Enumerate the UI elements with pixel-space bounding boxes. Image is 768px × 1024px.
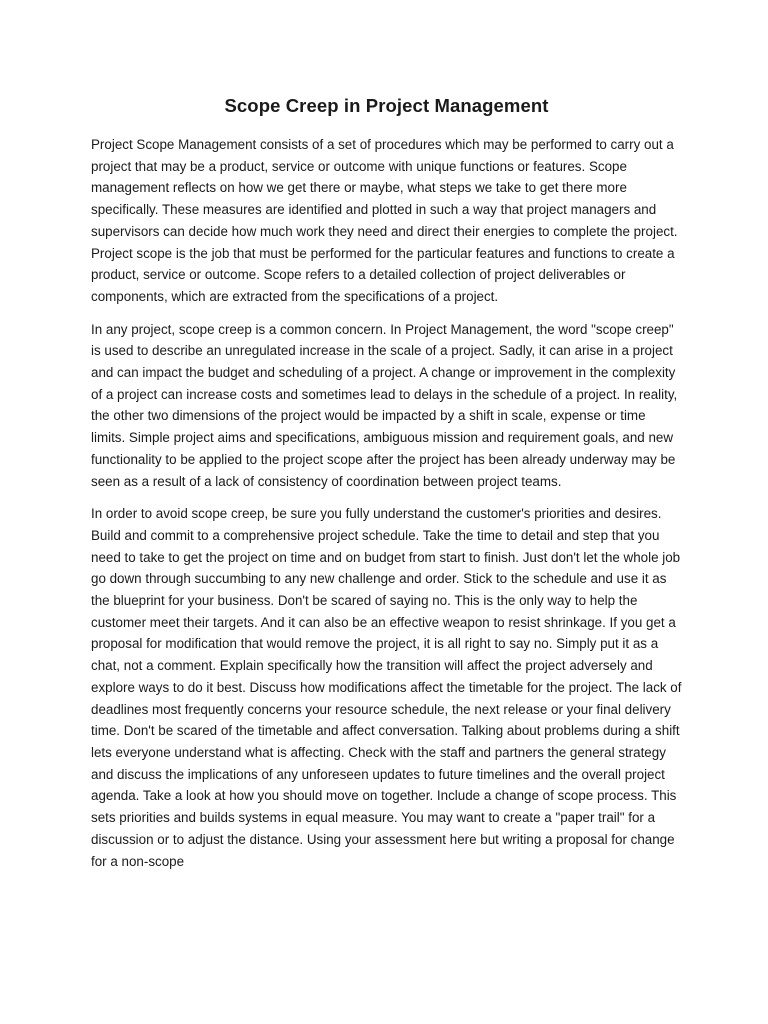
page-title: Scope Creep in Project Management [224,95,549,116]
paragraph-3: In order to avoid scope creep, be sure you fully understand the customer's priorities and desires. Build and commit to a comprehensive project schedule. Take the time to detail and step that you need to take to get the project on time and on budget from start to finish. Just don't let the whole job go down through succumbing to any new challenge and order. Stick to the schedule and use it as the blueprint for your business. Don't be scared of saying no. This is the only way to help the customer meet their targets. And it can also be an effective weapon to resist shrinkage. If you get a proposal for modification that would remove the project, it is all right to say no. Simply put it as a chat, not a comment. Explain specifically how the transition will affect the project adversely and explore ways to do it best. Discuss how modifications affect the timetable for the project. The lack of deadlines most frequently concerns your resource schedule, the next release or your final delivery time. Don't be scared of the timetable and affect conversation. Talking about problems during a shift lets everyone understand what is affecting. Check with the staff and partners the general strategy and discuss the implications of any unforeseen updates to future timelines and the overall project agenda. Take a look at how you should move on together. Include a change of scope process. This sets priorities and builds systems in equal measure. You may want to create a "paper trail" for a discussion or to adjust the distance. Using your assessment here but writing a proposal for change for a non-scope [91,506,682,869]
paragraph-1: Project Scope Management consists of a set of procedures which may be performed to carry out a project that may be a product, service or outcome with unique functions or features. Scope management reflects on how we get there or maybe, what steps we take to get there more specifically. These measures are identified and plotted in such a way that project managers and supervisors can decide how much work they need and direct their energies to complete the project. Project scope is the job that must be performed for the particular features and functions to create a product, service or outcome. Scope refers to a detailed collection of project deliverables or components, which are extracted from the specifications of a project. [91,137,678,304]
paragraph-2: In any project, scope creep is a common concern. In Project Management, the word "scope creep" is used to describe an unregulated increase in the scale of a project. Sadly, it can arise in a project and can impact the budget and scheduling of a project. A change or improvement in the complexity of a project can increase costs and sometimes lead to delays in the schedule of a project. In reality, the other two dimensions of the project would be impacted by a shift in scale, expense or time limits. Simple project aims and specifications, ambiguous mission and requirement goals, and new functionality to be applied to the project scope after the project has been already underway may be seen as a result of a lack of consistency of coordination between project teams. [91,321,678,489]
